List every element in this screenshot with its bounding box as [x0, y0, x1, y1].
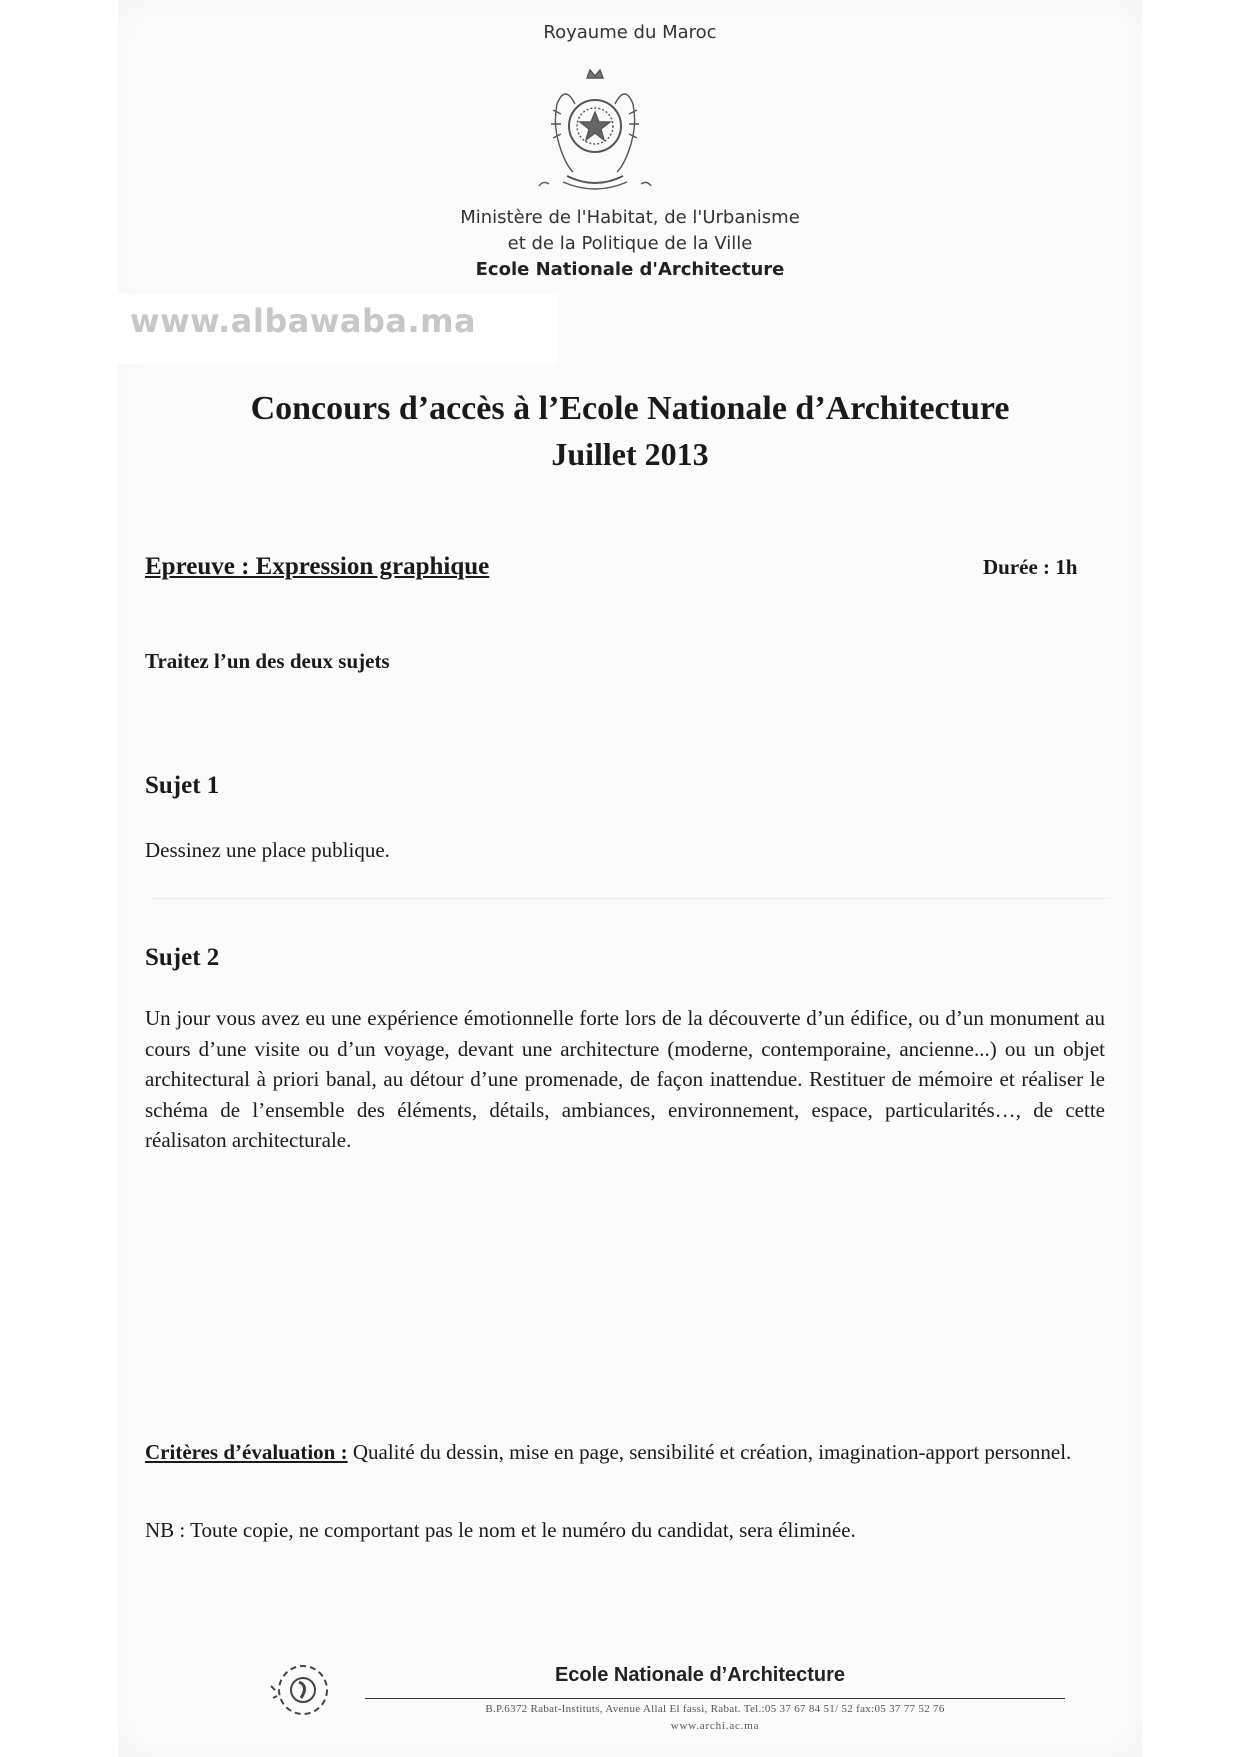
exam-title: Concours d’accès à l’Ecole Nationale d’Architecture [250, 390, 1010, 427]
evaluation-criteria [145, 1436, 1105, 1468]
watermark-box [118, 294, 558, 364]
sujet-1-text: Dessinez une place publique. [145, 838, 390, 862]
nb-note: NB : Toute copie, ne comportant pas le nom et le numéro du candidat, sera éliminée. [145, 1518, 856, 1542]
sujet-2-title: Sujet 2 [145, 944, 220, 971]
royal-emblem-icon [535, 64, 655, 194]
watermark-text: www.albawaba.ma [130, 302, 477, 340]
ministry-line-2: et de la Politique de la Ville [507, 233, 753, 254]
footer-address: B.P.6372 Rabat-Instituts, Avenue Allal El fassi, Rabat. Tel.:05 37 67 84 51/ 52 fax:05 37 77 52 76 [485, 1703, 945, 1715]
instruction: Traitez l’un des deux sujets [145, 649, 390, 673]
footer-website: www.archi.ac.ma [670, 1720, 760, 1732]
sujet-1-title: Sujet 1 [145, 772, 220, 799]
school-stamp-icon [265, 1650, 337, 1730]
kingdom-heading: Royaume du Maroc [543, 22, 717, 43]
paper-fold-line [150, 898, 1110, 899]
school-name: Ecole Nationale d'Architecture [475, 259, 785, 280]
ministry-line-1: Ministère de l'Habitat, de l'Urbanisme [460, 207, 800, 228]
criteria-text: Qualité du dessin, mise en page, sensibilité et création, imagination-apport personnel. [347, 1440, 1072, 1464]
exam-date: Juillet 2013 [551, 436, 709, 472]
exam-subject: Epreuve : Expression graphique [145, 553, 490, 580]
exam-duration: Durée : 1h [983, 555, 1078, 579]
sujet-2-text: Un jour vous avez eu une expérience émotionnelle forte lors de la découverte d’un édifice, ou d’un monument au cours d’une visite ou d’un voyage, devant une architecture (moderne, contemporaine, ancienne...) ou un objet architectural à priori banal, au détour d’une promenade, de façon inattendue. Restituer de mémoire et réaliser le schéma de l’ensemble des éléments, détails, ambiances, environnement, espace, particularités…, de cette réalisaton architecturale. [145, 1006, 1105, 1152]
criteria-label: Critères d’évaluation : [145, 1440, 348, 1464]
footer-divider [365, 1698, 1065, 1699]
footer-school-name: Ecole Nationale d’Architecture [554, 1664, 846, 1686]
